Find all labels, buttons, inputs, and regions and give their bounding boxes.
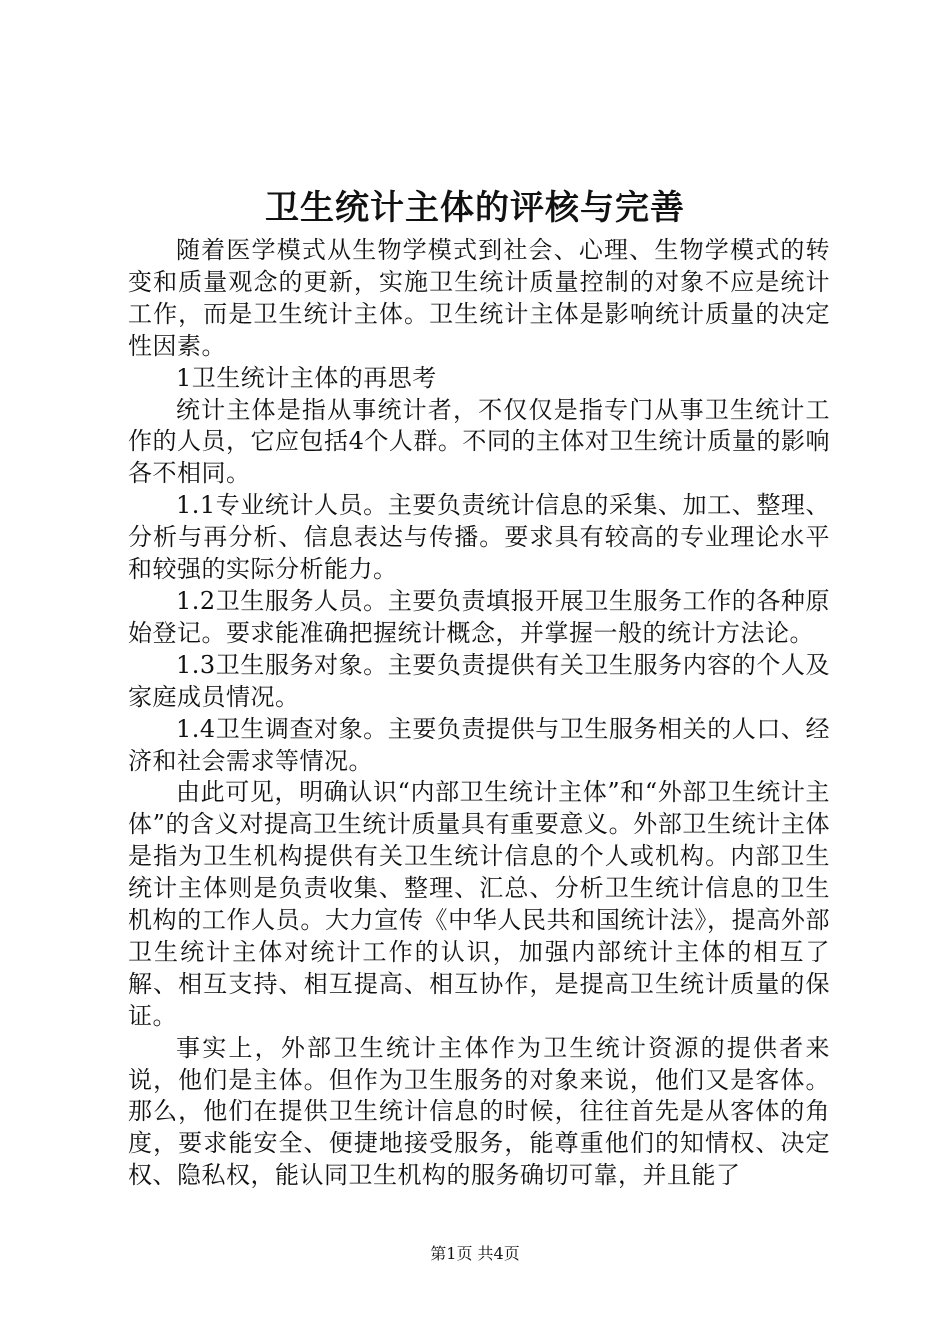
page-footer: 第1页 共4页	[430, 1244, 520, 1263]
document-title: 卫生统计主体的评核与完善	[265, 188, 685, 228]
section-heading-1: 1卫生统计主体的再思考	[176, 363, 437, 392]
paragraph-1-4: 1.4卫生调查对象。主要负责提供与卫生服务相关的人口、经济和社会需求等情况。	[128, 714, 830, 775]
paragraph-subjects: 统计主体是指从事统计者，不仅仅是指专门从事卫生统计工作的人员，它应包括4个人群。不同的主体对卫生统计质量的影响各不相同。	[128, 395, 830, 488]
paragraph-1-3: 1.3卫生服务对象。主要负责提供有关卫生服务内容的个人及家庭成员情况。	[128, 650, 830, 711]
paragraph-intro: 随着医学模式从生物学模式到社会、心理、生物学模式的转变和质量观念的更新，实施卫生统计质量控制的对象不应是统计工作，而是卫生统计主体。卫生统计主体是影响统计质量的决定性因素。	[128, 236, 830, 360]
paragraph-fact: 事实上，外部卫生统计主体作为卫生统计资源的提供者来说，他们是主体。但作为卫生服务的对象来说，他们又是客体。那么，他们在提供卫生统计信息的时候，往往首先是从客体的角度，要求能安全、便捷地接受服务，能尊重他们的知情权、决定权、隐私权，能认同卫生机构的服务确切可靠，并且能了	[128, 1033, 830, 1190]
paragraph-1-1: 1.1专业统计人员。主要负责统计信息的采集、加工、整理、分析与再分析、信息表达与传播。要求具有较高的专业理论水平和较强的实际分析能力。	[128, 491, 830, 584]
paragraph-internal-external: 由此可见，明确认识“内部卫生统计主体”和“外部卫生统计主体”的含义对提高卫生统计质量具有重要意义。外部卫生统计主体是指为卫生机构提供有关卫生统计信息的个人或机构。内部卫生统计主体则是负责收集、整理、汇总、分析卫生统计信息的卫生机构的工作人员。大力宣传《中华人民共和国统计法》，提高外部卫生统计主体对统计工作的认识，加强内部统计主体的相互了解、相互支持、相互提高、相互协作，是提高卫生统计质量的保证。	[128, 778, 830, 1030]
paragraph-1-2: 1.2卫生服务人员。主要负责填报开展卫生服务工作的各种原始登记。要求能准确把握统计概念，并掌握一般的统计方法论。	[128, 586, 830, 647]
document-body	[128, 235, 830, 1192]
